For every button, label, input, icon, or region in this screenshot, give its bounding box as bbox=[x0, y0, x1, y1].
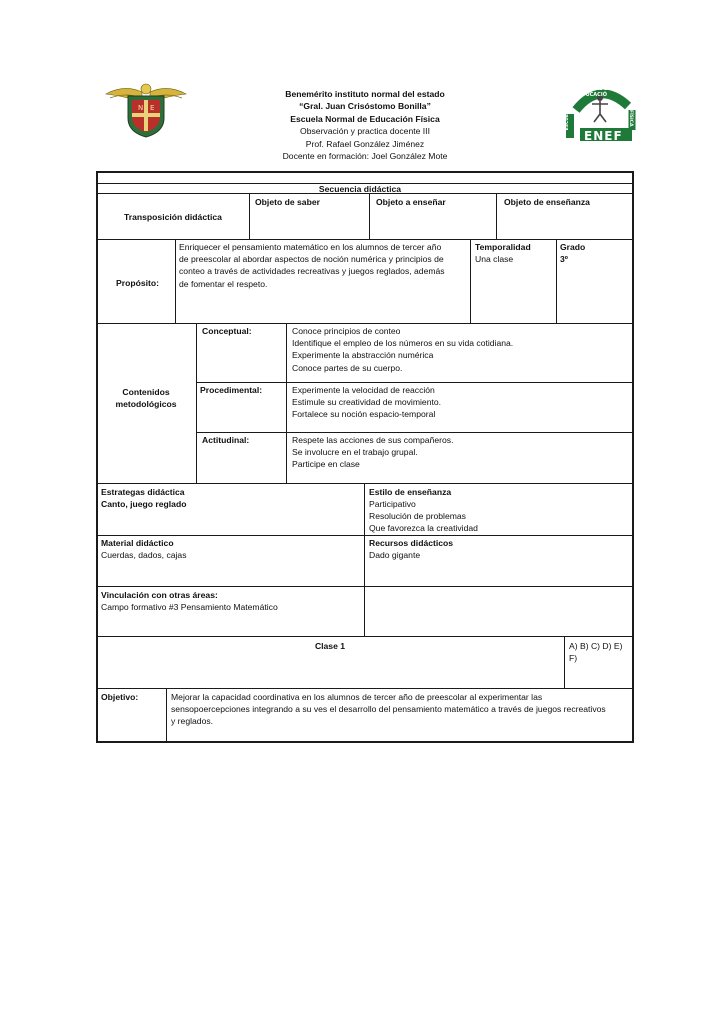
proposito-label: Propósito: bbox=[116, 278, 159, 288]
list-item: Fortalece su noción espacio-temporal bbox=[292, 409, 436, 420]
enef-logo bbox=[562, 84, 638, 142]
list-item: Experimente la velocidad de reacción bbox=[292, 385, 435, 395]
list-item: Identifique el empleo de los números en su vida cotidiana. bbox=[292, 338, 514, 349]
grado-label: Grado bbox=[560, 242, 586, 252]
estrategias-value: Canto, juego reglado bbox=[101, 499, 187, 509]
objetivo-line: sensopoercepciones integrando a su ves el desarrollo del pensamiento matemático a través de juegos recreativos bbox=[171, 704, 606, 715]
objeto-de-ensenanza-header: Objeto de enseñanza bbox=[504, 197, 590, 207]
svg-text:E: E bbox=[150, 104, 155, 112]
header-line-school-name: “Gral. Juan Crisóstomo Bonilla” bbox=[299, 101, 431, 112]
proposito-line: Enriquecer el pensamiento matemático en los alumnos de tercer año bbox=[179, 242, 442, 252]
list-item: Se involucre en el trabajo grupal. bbox=[292, 447, 418, 458]
objeto-a-ensenar-header: Objeto a enseñar bbox=[376, 197, 446, 207]
list-item: Que favorezca la creatividad bbox=[369, 523, 478, 534]
list-item: Resolución de problemas bbox=[369, 511, 466, 522]
contenidos-label-line2: metodológicos bbox=[115, 399, 177, 410]
proposito-line: de fomentar el respeto. bbox=[179, 278, 268, 289]
vinculacion-value: Campo formativo #3 Pensamiento Matemático bbox=[101, 602, 278, 612]
contenidos-metodologicos-label bbox=[100, 386, 192, 410]
secuencia-title: Secuencia didáctica bbox=[318, 184, 402, 194]
enef-logo-arc-right: FÍSICA bbox=[628, 110, 633, 127]
estilo-ensenanza-label: Estilo de enseñanza bbox=[369, 487, 452, 497]
enef-logo-arc-top: NORMAL DE EDUCACIÓ bbox=[578, 86, 612, 98]
header-line-professor: Prof. Rafael González Jiménez bbox=[305, 138, 425, 149]
header-line-escuela: Escuela Normal de Educación Física bbox=[290, 113, 440, 124]
objetivo-line: Mejorar la capacidad coordinativa en los alumnos de tercer año de preescolar al experimentar las bbox=[171, 692, 543, 702]
temporalidad-label: Temporalidad bbox=[475, 242, 531, 252]
list-item: Participe en clase bbox=[292, 459, 360, 470]
conceptual-list bbox=[292, 325, 513, 374]
proposito-text bbox=[179, 241, 445, 290]
clase-title: Clase 1 bbox=[314, 641, 346, 651]
list-item: Conoce partes de su cuerpo. bbox=[292, 362, 403, 373]
objetivo-line: y reglados. bbox=[171, 716, 214, 727]
objetivo-text bbox=[171, 691, 606, 728]
material-label: Material didáctico bbox=[101, 538, 174, 548]
conceptual-label: Conceptual: bbox=[202, 326, 252, 336]
list-item: Respete las acciones de sus compañeros. bbox=[292, 435, 454, 445]
transposicion-didactica-label: Transposición didáctica bbox=[124, 212, 222, 222]
vinculacion-label: Vinculación con otras áreas: bbox=[101, 590, 218, 600]
list-item: Estimule su creatividad de movimiento. bbox=[292, 397, 442, 408]
clase-options-line1: A) B) C) D) E) bbox=[569, 641, 623, 651]
procedimental-list bbox=[292, 384, 441, 421]
clase-options-line2: F) bbox=[569, 653, 578, 663]
objeto-de-saber-header: Objeto de saber bbox=[255, 197, 320, 207]
material-value: Cuerdas, dados, cajas bbox=[101, 550, 187, 560]
contenidos-label-line1: Contenidos bbox=[122, 387, 170, 397]
estilo-ensenanza-list bbox=[369, 498, 478, 535]
estrategias-label: Estrategas didáctica bbox=[101, 487, 185, 497]
header-line-student: Docente en formación: Joel González Mote bbox=[282, 151, 448, 162]
actitudinal-label: Actitudinal: bbox=[202, 435, 250, 445]
objetivo-label: Objetivo: bbox=[101, 692, 139, 702]
svg-text:N: N bbox=[138, 104, 144, 112]
enef-logo-arc-left: ESCUE bbox=[565, 114, 570, 131]
header-line-institution: Benemérito instituto normal del estado bbox=[285, 89, 445, 99]
grado-value: 3º bbox=[560, 254, 568, 264]
proposito-line: de preescolar al abordar aspectos de noción numérica y principios de bbox=[179, 254, 444, 265]
list-item: Experimente la abstracción numérica bbox=[292, 350, 434, 361]
proposito-line: conteo a través de actividades recreativas y juegos reglados, además bbox=[179, 266, 445, 277]
school-crest-logo bbox=[104, 80, 188, 138]
recursos-label: Recursos didácticos bbox=[369, 538, 454, 548]
list-item: Conoce principios de conteo bbox=[292, 326, 401, 336]
list-item: Participativo bbox=[369, 499, 416, 509]
actitudinal-list bbox=[292, 434, 453, 471]
header-line-course: Observación y practica docente III bbox=[300, 126, 430, 137]
recursos-value: Dado gigante bbox=[369, 550, 421, 560]
procedimental-label: Procedimental: bbox=[200, 385, 263, 395]
enef-logo-text: ENEF bbox=[584, 129, 623, 143]
document-header bbox=[240, 88, 490, 162]
temporalidad-value: Una clase bbox=[475, 254, 514, 264]
